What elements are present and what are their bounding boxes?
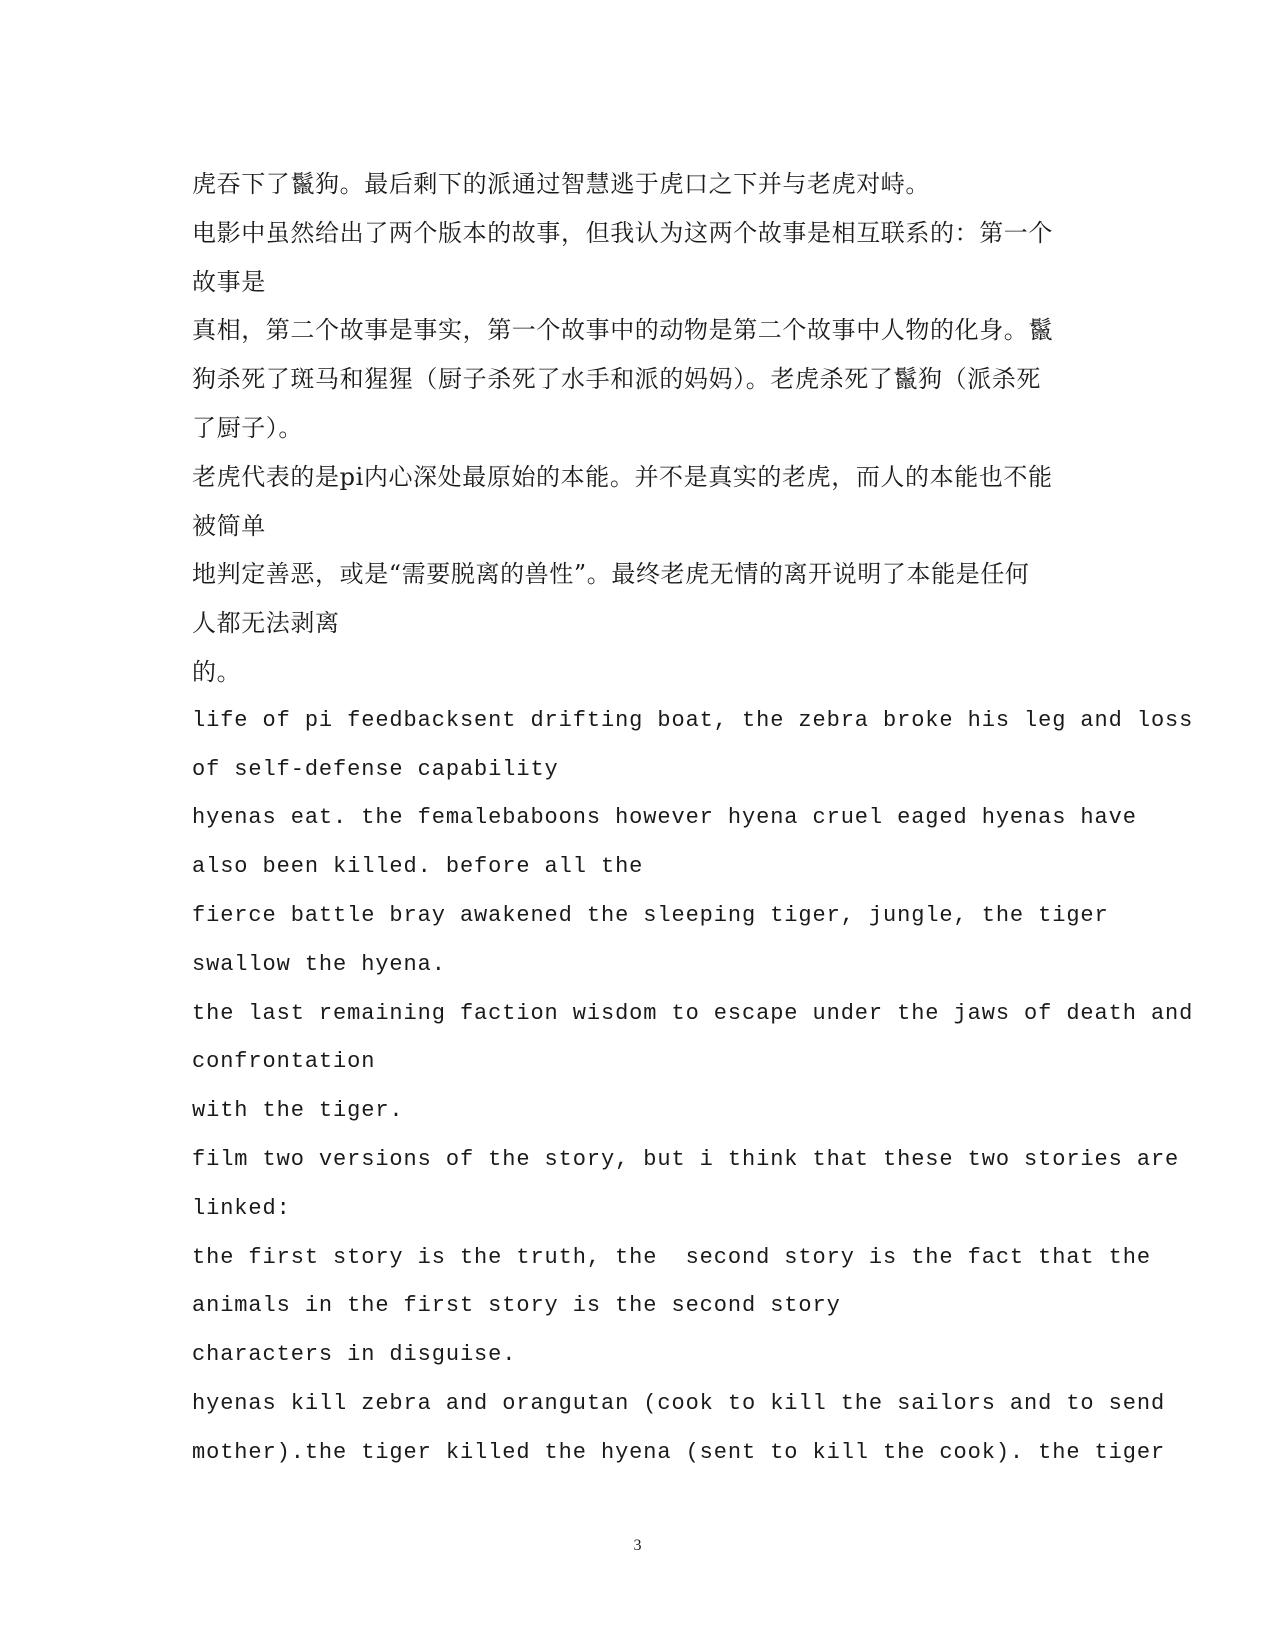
text-line: 电影中虽然给出了两个版本的故事，但我认为这两个故事是相互联系的：第一个: [192, 218, 1053, 247]
text-line: fierce battle bray awakened the sleeping tiger, jungle, the tiger: [192, 902, 1109, 928]
text-line: linked:: [192, 1195, 291, 1221]
text-line: 了厨子）。: [192, 413, 303, 442]
text-line: hyenas kill zebra and orangutan (cook to kill the sailors and to send: [192, 1390, 1166, 1416]
text-line: 真相，第二个故事是事实，第一个故事中的动物是第二个故事中人物的化身。鬣: [192, 316, 1053, 345]
text-line: 的。: [192, 657, 242, 686]
text-line: the last remaining faction wisdom to escape under the jaws of death and: [192, 1000, 1194, 1026]
text-line: with the tiger.: [192, 1098, 404, 1124]
text-line: swallow the hyena.: [192, 951, 446, 977]
text-line: 狗杀死了斑马和猩猩（厨子杀死了水手和派的妈妈）。老虎杀死了鬣狗（派杀死: [192, 365, 1041, 394]
text-line: film two versions of the story, but i think that these two stories are: [192, 1146, 1180, 1172]
text-line: characters in disguise.: [192, 1342, 517, 1368]
text-line: life of pi feedbacksent drifting boat, the zebra broke his leg and loss: [192, 707, 1194, 733]
text-line: 地判定善恶，或是“需要脱离的兽性”。最终老虎无情的离开说明了本能是任何: [192, 560, 1030, 589]
text-line: hyenas eat. the femalebaboons however hyena cruel eaged hyenas have: [192, 805, 1137, 831]
text-line: also been killed. before all the: [192, 854, 644, 880]
text-line: 老虎代表的是pi内心深处最原始的本能。并不是真实的老虎，而人的本能也不能: [192, 462, 1053, 491]
text-line: 人都无法剥离: [192, 609, 340, 638]
text-line: 故事是: [192, 267, 266, 296]
text-line: confrontation: [192, 1049, 376, 1075]
text-line: mother).the tiger killed the hyena (sent to kill the cook). the tiger: [192, 1439, 1166, 1465]
text-line: animals in the first story is the second story: [192, 1293, 841, 1319]
page-number: 3: [633, 1537, 642, 1554]
text-line: the first story is the truth, the second story is the fact that the: [192, 1244, 1151, 1270]
text-line: of self-defense capability: [192, 756, 559, 782]
page-body: [192, 160, 1194, 1478]
text-line: 虎吞下了鬣狗。最后剩下的派通过智慧逃于虎口之下并与老虎对峙。: [192, 170, 930, 198]
text-line: 被简单: [192, 511, 266, 540]
